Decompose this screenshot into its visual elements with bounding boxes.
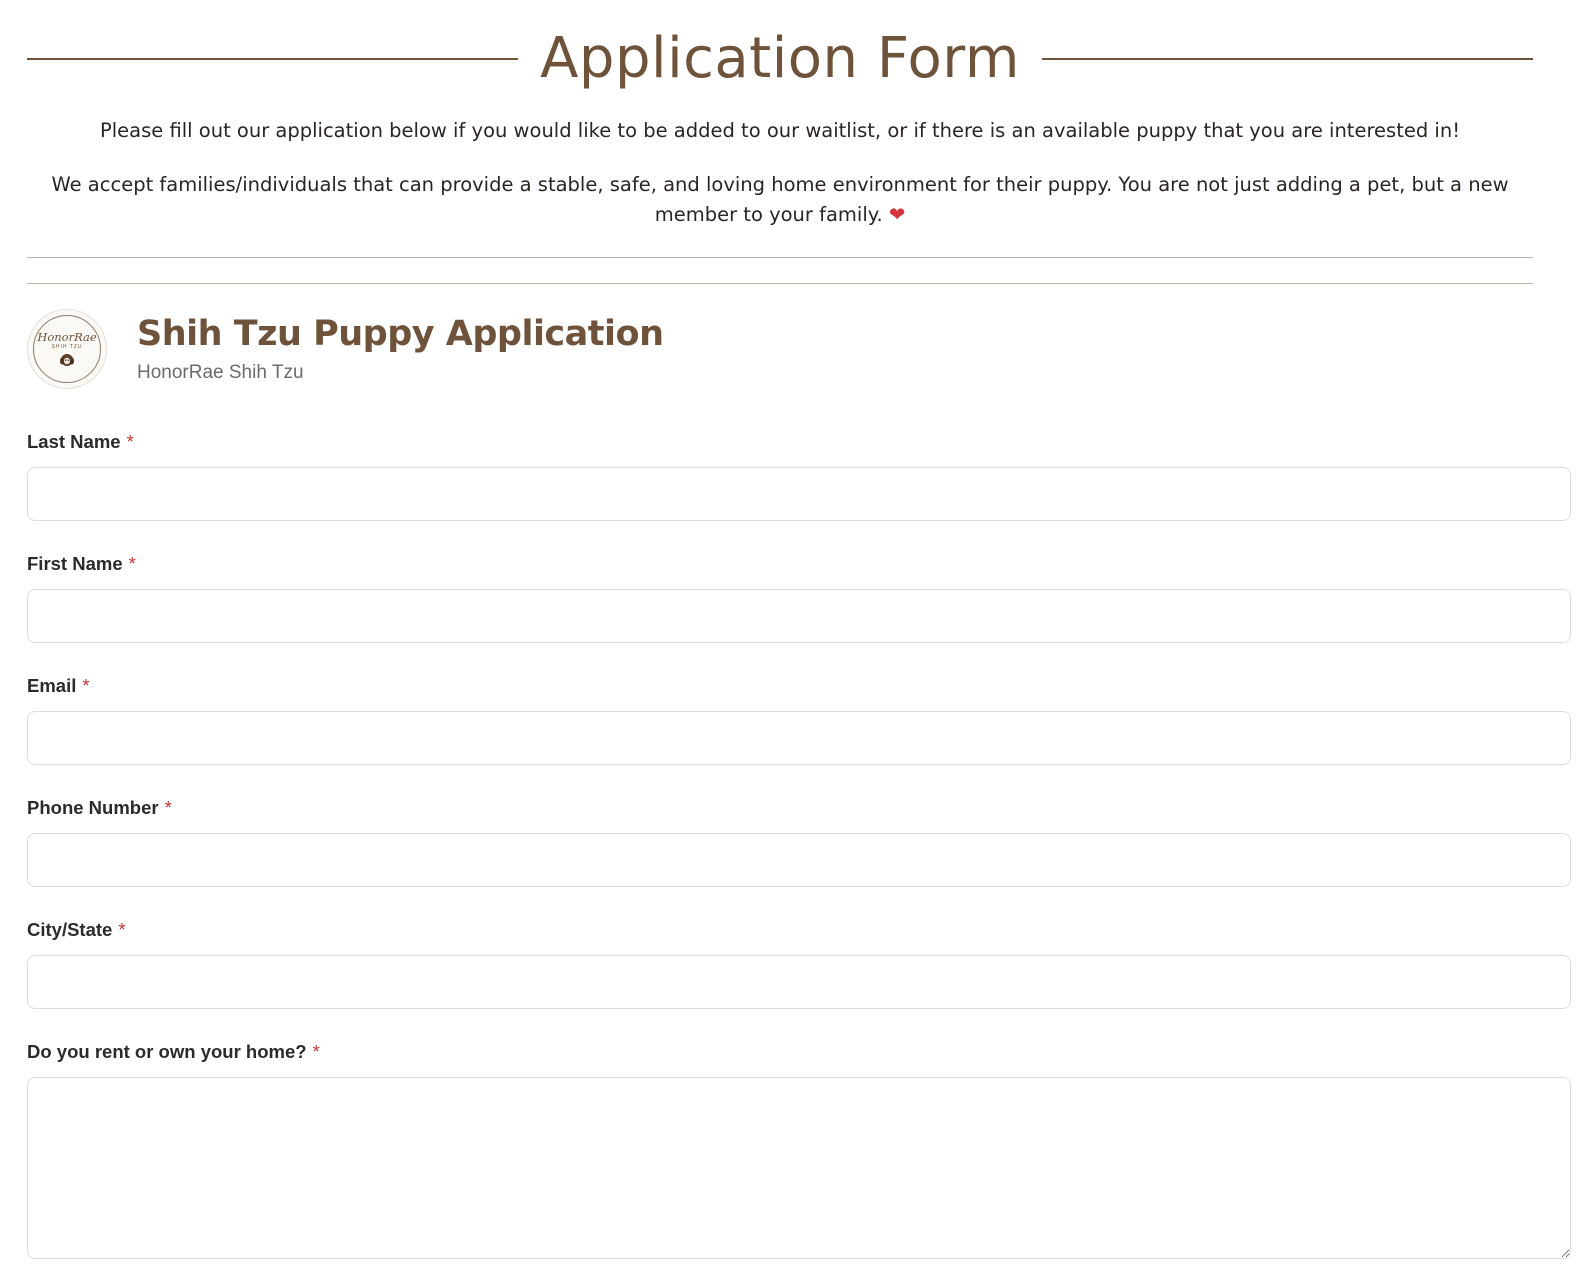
form-header [27, 308, 664, 390]
title-rule-right [1042, 58, 1533, 60]
form-title: Shih Tzu Puppy Application [137, 314, 664, 354]
required-mark: * [118, 919, 126, 940]
brand-logo [27, 309, 107, 389]
page-header [27, 24, 1533, 94]
rent-or-own-textarea[interactable] [27, 1077, 1571, 1259]
last-name-input[interactable] [27, 467, 1571, 521]
field-label [27, 550, 1571, 578]
city-state-field [27, 916, 1571, 1009]
phone-number-field [27, 794, 1571, 887]
intro-paragraph-1 [27, 116, 1533, 146]
heart-icon: ❤ [888, 203, 906, 226]
first-name-field [27, 550, 1571, 643]
form-titles [137, 314, 664, 384]
divider [27, 283, 1533, 284]
phone-number-label: Phone Number [27, 797, 159, 818]
city-state-label: City/State [27, 919, 113, 940]
field-label [27, 428, 1571, 456]
email-input[interactable] [27, 711, 1571, 765]
required-mark: * [128, 553, 136, 574]
intro-text-2: We accept families/individuals that can provide a stable, safe, and loving home environment for their puppy. You are not just adding a pet, but a new member to your family. [51, 173, 1509, 226]
last-name-label: Last Name [27, 431, 121, 452]
first-name-input[interactable] [27, 589, 1571, 643]
field-label [27, 1038, 1571, 1066]
phone-number-input[interactable] [27, 833, 1571, 887]
field-label [27, 794, 1571, 822]
rent-or-own-field [27, 1038, 1571, 1263]
city-state-input[interactable] [27, 955, 1571, 1009]
required-mark: * [82, 675, 90, 696]
required-mark: * [126, 431, 134, 452]
rent-or-own-label: Do you rent or own your home? [27, 1041, 307, 1062]
required-mark: * [312, 1041, 320, 1062]
field-label [27, 916, 1571, 944]
logo-badge [33, 315, 101, 383]
divider [27, 257, 1533, 258]
email-label: Email [27, 675, 77, 696]
logo-subtext: SHIH TZU [51, 344, 83, 350]
intro-paragraph-2 [27, 170, 1533, 230]
title-rule-left [27, 58, 518, 60]
form-subtitle: HonorRae Shih Tzu [137, 362, 304, 383]
field-label [27, 672, 1571, 700]
intro-text-1: Please fill out our application below if you would like to be added to our waitlist, or if there is an available puppy that you are interested in! [99, 119, 1461, 142]
first-name-label: First Name [27, 553, 123, 574]
logo-script-text: HonorRae [37, 330, 97, 344]
dog-icon [59, 353, 75, 367]
email-field [27, 672, 1571, 765]
last-name-field [27, 428, 1571, 521]
page-title: Application Form [540, 26, 1020, 91]
required-mark: * [164, 797, 172, 818]
